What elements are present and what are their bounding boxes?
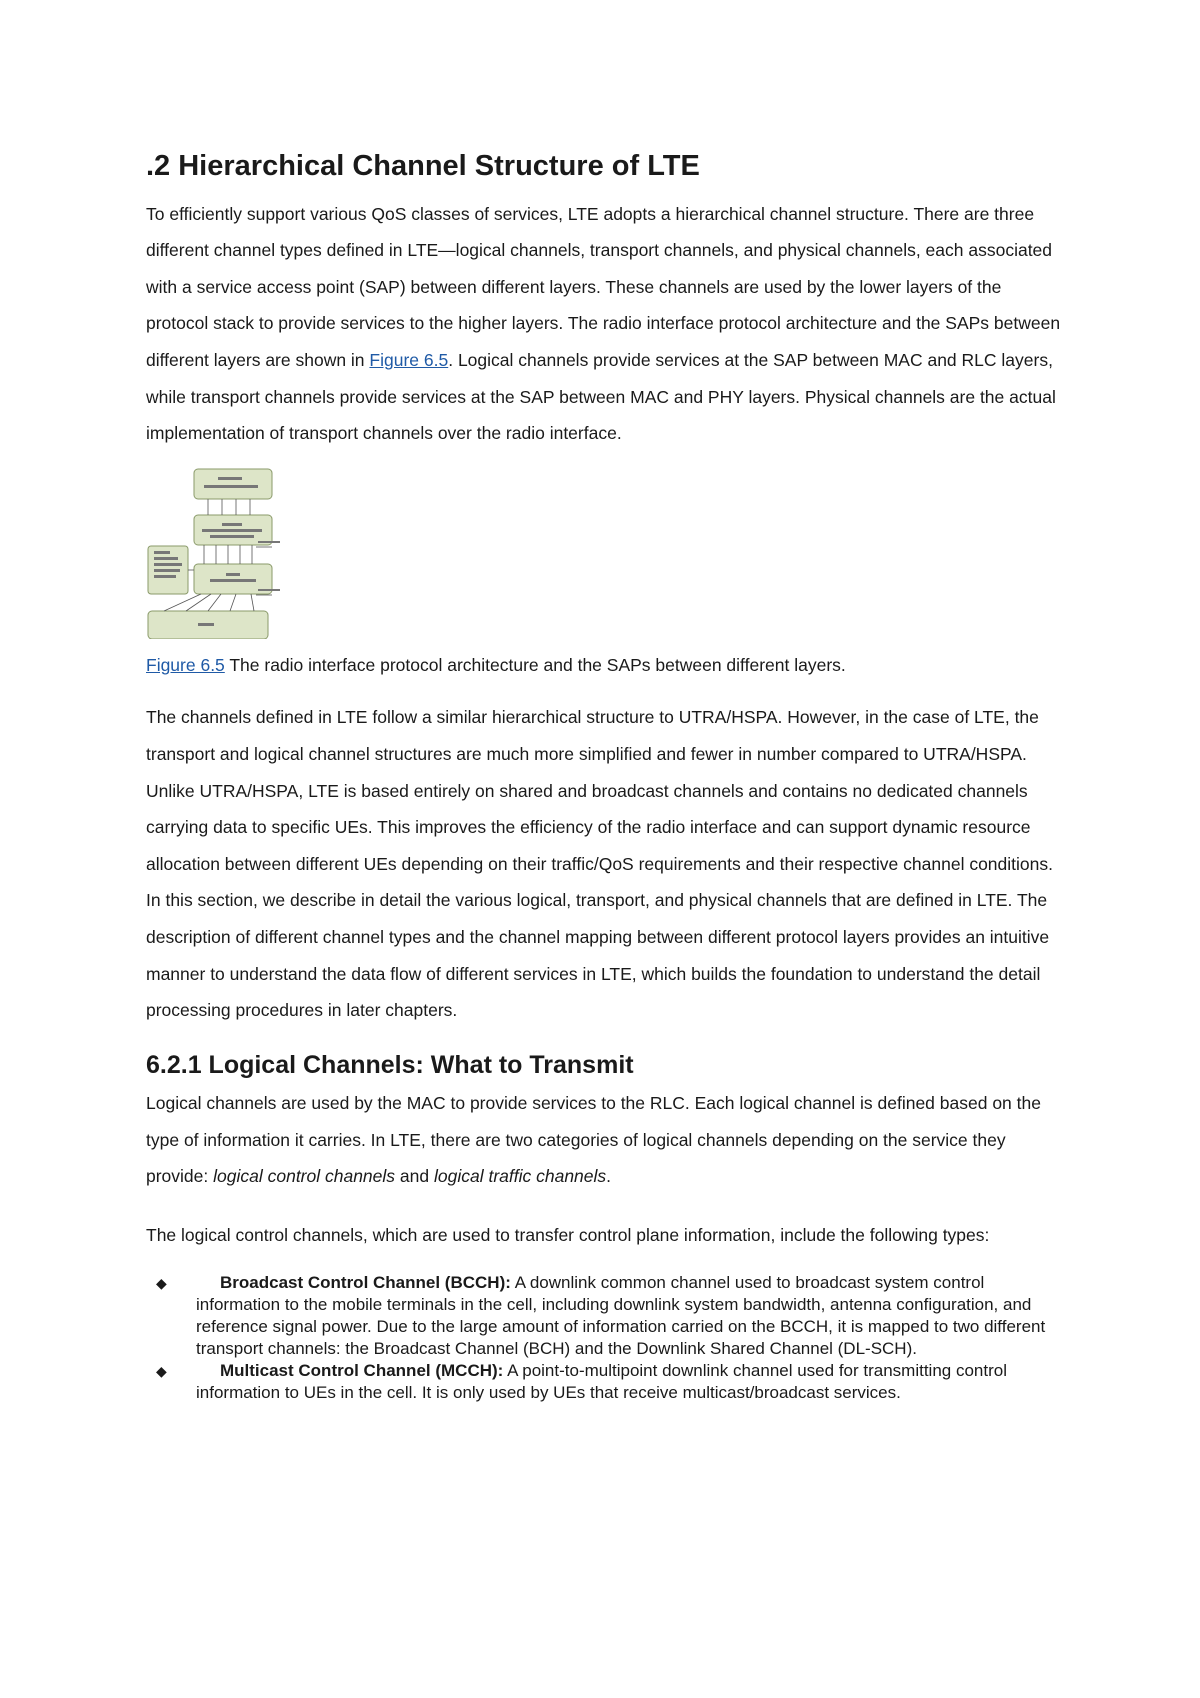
mcch-term: Multicast Control Channel (MCCH): [220, 1360, 504, 1380]
channels-paragraph: The channels defined in LTE follow a similar hierarchical structure to UTRA/HSPA. However, in the case of LTE, the transport and logical channel structures are much more simplified and fewer in number compared to UTRA/HSPA. Unlike UTRA/HSPA, LTE is based entirely on shared and broadcast channels and contains no dedicated channels carrying data to specific UEs. This improves the efficiency of the radio interface and can support dynamic resource allocation between different UEs depending on their traffic/QoS requirements and their respective channel conditions. In this section, we describe in detail the various logical, transport, and physical channels that are defined in LTE. The description of different channel types and the channel mapping between different protocol layers provides an intuitive manner to understand the data flow of different services in LTE, which builds the foundation to understand the detail processing procedures in later chapters. [146, 707, 1053, 1021]
section-heading: .2 Hierarchical Channel Structure of LTE [146, 150, 700, 182]
logical-channels-paragraph: Logical channels are used by the MAC to provide services to the RLC. Each logical channel is defined based on the type of information it carries. In LTE, there are two categories of logical channels depending on the service they provide: logical control channels and logical traffic channels. [146, 1093, 1041, 1187]
list-item [146, 1272, 1066, 1360]
figure-caption [146, 647, 1066, 684]
mcch-description: A point-to-multipoint downlink channel used for transmitting control information to UEs in the cell. It is only used by UEs that receive multicast/broadcast services. [196, 1360, 1007, 1402]
logical-traffic-channels-term: logical traffic channels [433, 1166, 607, 1187]
figure-caption-text: The radio interface protocol architecture and the SAPs between different layers. [224, 654, 846, 675]
figure-caption-link[interactable]: Figure 6.5 [146, 654, 225, 675]
logical-control-channels-term: logical control channels [213, 1166, 396, 1187]
bullet-icon: ◆ [156, 1274, 167, 1291]
control-channels-paragraph: The logical control channels, which are used to transfer control plane information, include the following types: [146, 1225, 990, 1246]
pdcp-block [194, 469, 272, 499]
subsection-heading: 6.2.1 Logical Channels: What to Transmit [146, 1050, 634, 1079]
intro-text-b: . Logical channels provide services at the SAP between MAC and RLC layers, while transport channels provide services at the SAP between MAC and PHY layers. Physical channels are the actual implementation of transport channels over the radio interface. [146, 350, 1056, 444]
figure-6-5-diagram [146, 467, 281, 639]
intro-paragraph [146, 196, 1066, 452]
figure-6-5-link[interactable]: Figure 6.5 [369, 350, 449, 371]
intro-text-a: To efficiently support various QoS classes of services, LTE adopts a hierarchical channel structure. There are three different channel types defined in LTE—logical channels, transport channels, and physical channels, each associated with a service access point (SAP) between different layers. These channels are used by the lower layers of the protocol stack to provide services to the higher layers. The radio interface protocol architecture and the SAPs between different layers are shown in [146, 203, 1061, 371]
control-channel-list [146, 1272, 1066, 1404]
bcch-description: A downlink common channel used to broadcast system control information to the mobile terminals in the cell, including downlink system bandwidth, antenna configuration, and reference signal power. Due to the large amount of information carried on the BCCH, it is mapped to two different transport channels: the Broadcast Channel (BCH) and the Downlink Shared Channel (DL-SCH). [196, 1272, 1046, 1358]
bullet-icon: ◆ [156, 1362, 167, 1379]
bcch-term: Broadcast Control Channel (BCCH): [220, 1272, 511, 1292]
list-item [146, 1360, 1066, 1404]
document-page [146, 140, 1066, 1404]
